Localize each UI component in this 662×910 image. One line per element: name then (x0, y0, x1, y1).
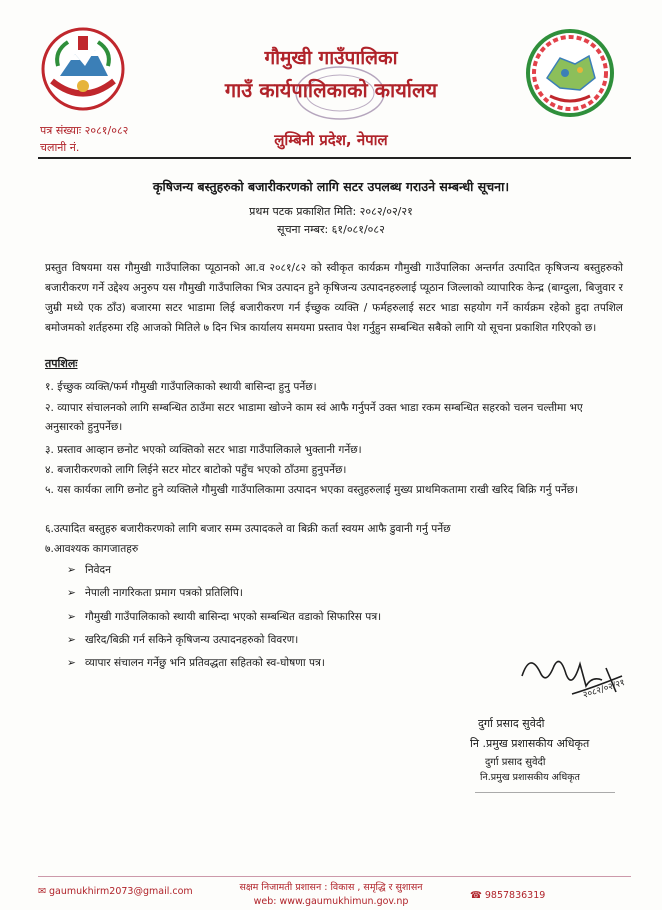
municipality-logo-icon (525, 28, 615, 118)
document-item: ➢ नेपाली नागरिकता प्रमाग पत्रको प्रतिलिपि। (67, 584, 243, 603)
arrow-bullet-icon: ➢ (67, 564, 76, 576)
footer-slogan: सक्षम निजामती प्रशासन : विकास , समृद्धि र सुशासन (239, 882, 423, 893)
chalani-number: चलानी नं. (40, 141, 80, 154)
office-type: गाउँ कार्यपालिकाको कार्यालय (224, 78, 438, 102)
tapasil-heading: तपशिलः (45, 357, 78, 370)
published-date: प्रथम पटक प्रकाशित मिति: २०८२/०२/२१ (249, 205, 413, 218)
province-name: लुम्बिनी प्रदेश, नेपाल (274, 131, 388, 149)
document-item: ➢ गौमुखी गाउँपालिकाको स्थायी बासिन्दा भएको सम्बन्धित वडाको सिफारिस पत्र। (67, 608, 381, 627)
signature-icon (512, 646, 630, 708)
list-item: ३. प्रस्ताव आव्हान छनोट भएको व्यक्तिको सटर भाडा गाउँपालिकाले भुक्तानी गर्नेछ। (45, 444, 362, 456)
signatory-title: नि .प्रमुख प्रशासकीय अधिकृत (470, 737, 590, 750)
signature-divider (475, 792, 615, 793)
footer-email: ✉ gaumukhirm2073@gmail.com (38, 886, 193, 897)
letter-number: पत्र संख्याः २०८१/०८२ (40, 124, 129, 137)
arrow-bullet-icon: ➢ (67, 634, 76, 646)
stamp-signatory-name: दुर्गा प्रसाद सुवेदी (485, 757, 546, 768)
arrow-bullet-icon: ➢ (67, 587, 76, 599)
footer-website: web: www.gaumukhimun.gov.np (253, 896, 409, 907)
notice-body: प्रस्तुत विषयमा यस गौमुखी गाउँपालिका प्यूठानको आ.व २०८१/८२ को स्वीकृत कार्यक्रम गौमुखी गाउँपालिका अन्तर्गत उत्पादित कृषिजन्य बस्तुहरुको बजारीकरण गर्ने उद्देश्य अनुरुप यस गौमुखी गाउँपालिका भित्र उत्पादन हुने कृषिजन्य उत्पादनहरुलाई प्यूठान जिल्लाको व्यापारिक केन्द्र (बाग्दुला, बिजुवार र जुम्री मध्ये एक ठाँउ) बजारमा सटर भाडामा लिई बजारीकरण गर्न ईच्छुक व्यक्ति / फर्महरुलाई सटर भाडा सहयोग गर्ने कार्यक्रम रहेको हुदा तपशिल बमोजमको शर्तहरुमा रहि आजको मितिले ७ दिन भित्र कार्यालय समयमा प्रस्ताव पेश गर्नुहुन सम्बन्धित सबैको लागि यो सूचना प्रकाशित गरिएको छ। (45, 262, 623, 334)
svg-text:२०८२/०२/२१: २०८२/०२/२१ (581, 677, 627, 701)
footer-divider (38, 876, 631, 877)
arrow-bullet-icon: ➢ (67, 611, 76, 623)
phone-icon: ☎ (470, 890, 482, 901)
list-item: २. व्यापार संचालनको लागि सम्बन्धित ठाउँमा सटर भाडामा खोज्ने काम स्वं आफै गर्नुपर्ने उक्त भाडा रकम सम्बन्धित सहरको चलन चल्तीमा भए अनुसारको हुनुपर्नेछ। (45, 402, 583, 433)
list-item: ४. बजारीकरणको लागि लिईने सटर मोटर बाटोको पहुँच भएको ठाँउमा हुनुपर्नेछ। (45, 464, 347, 476)
document-item: ➢ खरिद/बिक्री गर्न सकिने कृषिजन्य उत्पादनहरुको विवरण। (67, 631, 298, 650)
stamp-signatory-title: नि.प्रमुख प्रशासकीय अधिकृत (480, 772, 580, 783)
arrow-bullet-icon: ➢ (67, 657, 76, 669)
notice-subject: कृषिजन्य बस्तुहरुको बजारीकरणको लागि सटर उपलब्ध गराउने सम्बन्धी सूचना। (152, 179, 510, 194)
list-item: ७.आवश्यक कागजातहरु (45, 543, 139, 555)
notice-number: सूचना नम्बर: ६१/०८१/०८२ (277, 223, 385, 236)
footer-phone: ☎ 9857836319 (470, 890, 546, 901)
list-item: ६.उत्पादित बस्तुहरु बजारीकरणको लागि बजार सम्म उत्पादकले वा बिक्री कर्ता स्वयम आफै डुवानी गर्नु पर्नेछ (45, 523, 451, 535)
header-divider (38, 157, 631, 159)
signatory-name: दुर्गा प्रसाद सुवेदी (478, 717, 545, 730)
document-item: ➢ व्यापार संचालन गर्नेछु भनि प्रतिवद्धता सहितको स्व-घोषणा पत्र। (67, 654, 325, 673)
list-item: ५. यस कार्यका लागि छनोट हुने व्यक्तिले गौमुखी गाउँपालिकामा उत्पादन भएका वस्तुहरुलाई मुख्य प्राथमिकतामा राखी खरिद बिक्रि गर्नु पर्नेछ। (45, 484, 579, 496)
document-item: ➢ निवेदन (67, 561, 111, 580)
office-name: गौमुखी गाउँपालिका (264, 47, 398, 69)
email-icon: ✉ (38, 886, 46, 897)
list-item: १. ईच्छुक व्यक्ति/फर्म गौमुखी गाउँपालिकाको स्थायी बासिन्दा हुनु पर्नेछ। (45, 381, 317, 393)
